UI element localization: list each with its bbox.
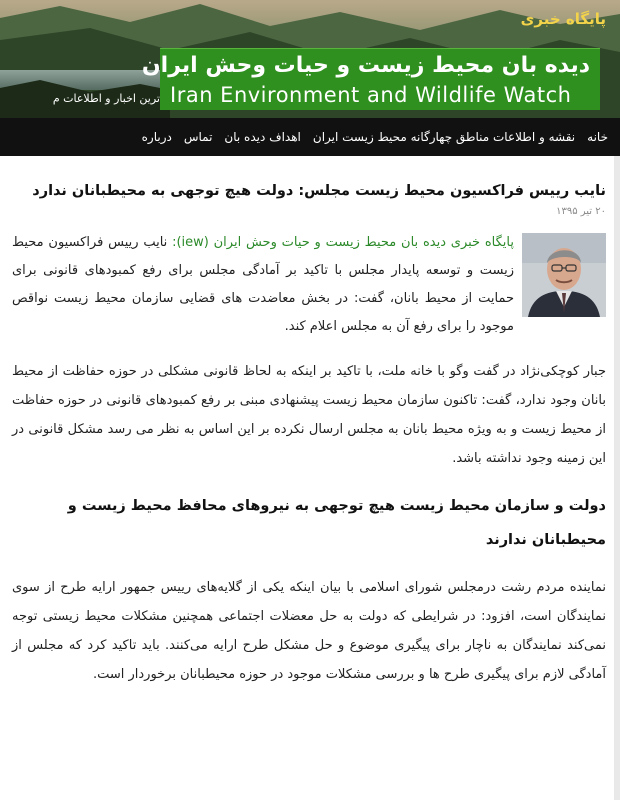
- site-title-english[interactable]: Iran Environment and Wildlife Watch: [170, 83, 572, 107]
- site-header-banner[interactable]: [0, 0, 620, 118]
- article-lead-paragraph: [12, 229, 606, 341]
- nav-item-home[interactable]: خانه: [587, 130, 608, 144]
- article-date: ۲۰ تیر ۱۳۹۵: [556, 206, 606, 217]
- nav-item-about[interactable]: درباره: [141, 130, 172, 144]
- site-title-box[interactable]: [141, 48, 600, 110]
- person-portrait-icon: [522, 233, 606, 317]
- lead-source-link[interactable]: پایگاه خبری دیده بان محیط زیست و حیات وحش ایران (iew):: [172, 235, 514, 250]
- news-ticker[interactable]: ترین اخبار و اطلاعات م: [52, 92, 160, 105]
- nav-item-map[interactable]: نقشه و اطلاعات مناطق چهارگانه محیط زیست ایران: [312, 130, 576, 144]
- site-title-persian[interactable]: دیده بان محیط زیست و حیات وحش ایران: [141, 53, 590, 78]
- article-subheading: دولت و سازمان محیط زیست هیچ توجهی به نیروهای محافظ محیط زیست و محیطبانان ندارند: [67, 498, 606, 548]
- article-lead: [12, 229, 606, 341]
- page-scrollbar[interactable]: [614, 156, 620, 800]
- lead-text: نایب رییس فراکسیون محیط زیست و توسعه پایدار مجلس با تاکید بر آمادگی مجلس برای رفع کمبودهای قانونی برای حمایت از محیط بانان، گفت: در بخش معاضدت های قضایی سازمان محیط زیست نواقص موجود را برای رفع آن به مجلس اعلام کند.: [12, 235, 514, 334]
- site-kicker[interactable]: پایگاه خبری: [520, 10, 606, 28]
- article-headline[interactable]: نایب رییس فراکسیون محیط زیست مجلس: دولت هیچ توجهی به محیطبانان ندارد: [32, 183, 606, 199]
- article-paragraph-1: جبار کوچکی‌نژاد در گفت وگو با خانه ملت، با تاکید بر اینکه به لحاظ قانونی مشکلی در حوزه حفاظت از محیط بانان وجود ندارد، گفت: تاکنون سازمان محیط زیست پیشنهادی مبنی بر رفع کمبودهای قانونی در حوزه حفاظت از محیط زیست و به ویژه محیط بانان به مجلس ارسال نکرده بر این اساس به نظر می رسد مشکل قانونی در این زمینه وجود نداشته باشد.: [12, 364, 606, 466]
- article-paragraph-2: نماینده مردم رشت درمجلس شورای اسلامی با بیان اینکه یکی از گلایه‌های رییس جمهور ارایه طرح از سوی نمایندگان است، افزود: در شرایطی که دولت به حل معضلات اجتماعی همچنین مشکلات محیط زیستی توجه نمی‌کند نمایندگان به ناچار برای پیگیری موضوع و حل مشکل طرح ارایه می‌کنند. باید تاکید کرد که مجلس از آمادگی لازم برای پیگیری طرح ها و بررسی مشکلات موجود در حوزه محیطبانان برخوردار است.: [12, 580, 606, 682]
- nav-item-contact[interactable]: تماس: [183, 130, 213, 144]
- nav-item-goals[interactable]: اهداف دیده بان: [224, 130, 301, 144]
- main-nav: [0, 118, 620, 156]
- article: [12, 170, 606, 689]
